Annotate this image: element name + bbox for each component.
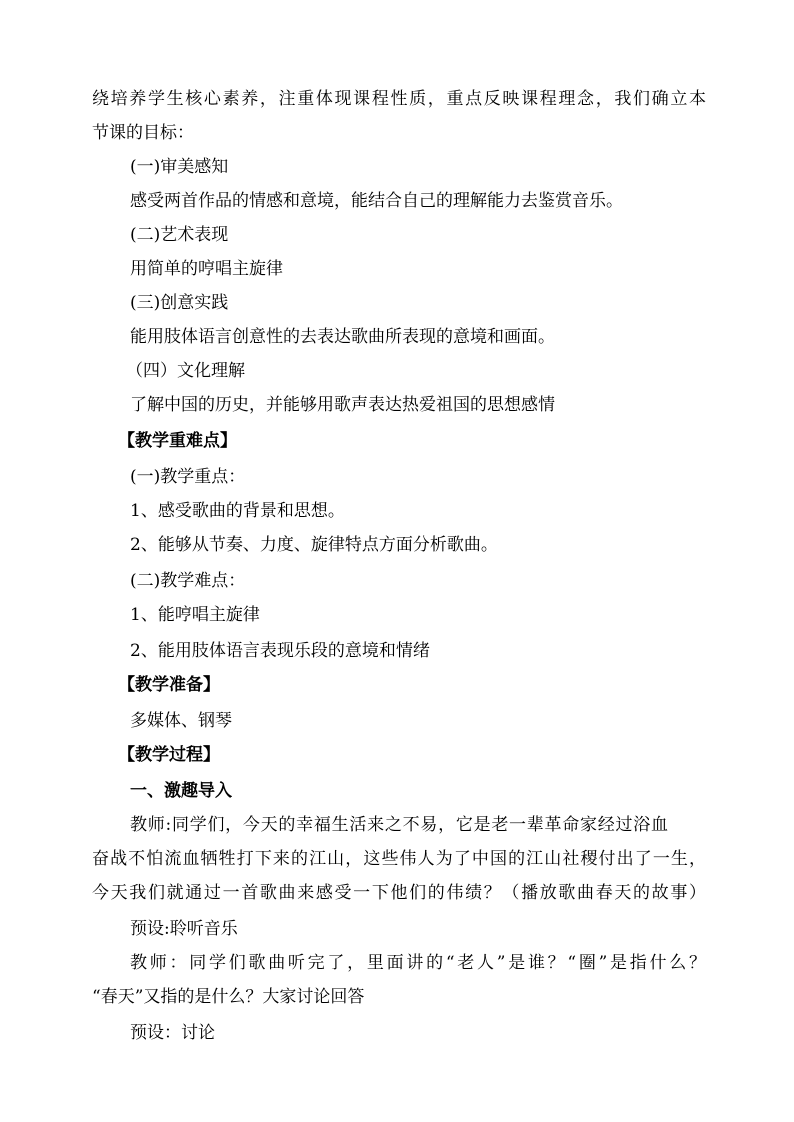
goal-title-2: (二)艺术表现	[130, 225, 229, 245]
process-preset-2: 预设：讨论	[130, 1023, 215, 1043]
goal-text-1: 感受两首作品的情感和意境，能结合自己的理解能力去鉴赏音乐。	[130, 191, 623, 211]
goal-text-2: 用简单的哼唱主旋律	[130, 259, 283, 279]
process-heading: 【教学过程】	[118, 745, 220, 765]
preparation-heading: 【教学准备】	[118, 675, 220, 695]
process-paragraph-2-line-2: “春天”又指的是什么？大家讨论回答	[92, 987, 365, 1007]
key-points-heading: 【教学重难点】	[118, 431, 237, 451]
focus-title: (一)教学重点：	[130, 467, 246, 487]
preparation-text: 多媒体、钢琴	[130, 711, 232, 731]
difficulty-item-1: 1、能哼唱主旋律	[130, 605, 260, 625]
focus-item-1: 1、感受歌曲的背景和思想。	[130, 501, 345, 521]
difficulty-title: (二)教学难点：	[130, 571, 246, 591]
goal-text-4: 了解中国的历史，并能够用歌声表达热爱祖国的思想感情	[130, 395, 555, 415]
process-preset-1: 预设:聆听音乐	[130, 919, 238, 939]
process-paragraph-1-line-2: 奋战不怕流血牺牲打下来的江山，这些伟人为了中国的江山社稷付出了一生，	[92, 849, 706, 869]
process-paragraph-1-line-1: 教师:同学们，今天的幸福生活来之不易，它是老一辈革命家经过浴血	[130, 815, 668, 835]
goal-title-4: （四）文化理解	[126, 361, 245, 381]
process-paragraph-2-line-1: 教师：同学们歌曲听完了，里面讲的“老人”是谁？“圈”是指什么？	[130, 953, 706, 973]
difficulty-item-2: 2、能用肢体语言表现乐段的意境和情绪	[130, 641, 430, 661]
goal-title-3: (三)创意实践	[130, 293, 229, 313]
process-paragraph-1-line-3: 今天我们就通过一首歌曲来感受一下他们的伟绩？（播放歌曲春天的故事）	[92, 883, 706, 903]
goal-title-1: (一)审美感知	[130, 157, 229, 177]
process-section-1: 一、激趣导入	[130, 781, 232, 801]
intro-line-1: 绕培养学生核心素养，注重体现课程性质，重点反映课程理念，我们确立本	[92, 89, 706, 109]
focus-item-2: 2、能够从节奏、力度、旋律特点方面分析歌曲。	[130, 535, 498, 555]
goal-text-3: 能用肢体语言创意性的去表达歌曲所表现的意境和画面。	[130, 327, 555, 347]
intro-line-2: 节课的目标：	[92, 123, 194, 143]
